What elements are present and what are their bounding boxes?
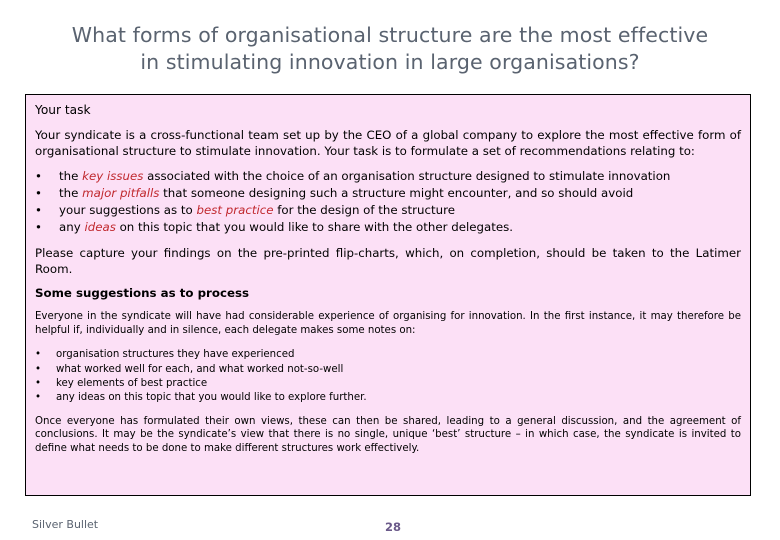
task-bullet-item: • your suggestions as to best practice for the design of the structure bbox=[35, 203, 455, 217]
task-intro: Your syndicate is a cross-functional team set up by the CEO of a global company to explore the most effective form of organisational structure to stimulate innovation. Your task is to formulate a set of recommendations relating to: bbox=[35, 128, 741, 158]
highlight-major-pitfalls: major pitfalls bbox=[82, 186, 160, 200]
bullet-icon: • bbox=[35, 186, 42, 200]
process-closing: Once everyone has formulated their own views, these can then be shared, leading to a general discussion, and the agreement of conclusions. It may be the syndicate’s view that there is no single, unique ‘best’ structure – in which case, the syndicate is invited to define what needs to be done to make different structures work effectively. bbox=[35, 415, 741, 454]
process-bullet-item: • organisation structures they have experienced bbox=[35, 348, 741, 362]
bullet-icon: • bbox=[35, 378, 42, 389]
task-bullet-item: • the key issues associated with the choice of an organisation structure designed to stimulate innovation bbox=[35, 169, 671, 183]
task-capture-instruction: Please capture your findings on the pre-printed flip-charts, which, on completion, should be taken to the Latimer Room. bbox=[35, 246, 741, 276]
bullet-icon: • bbox=[35, 349, 42, 361]
highlight-best-practice: best practice bbox=[196, 203, 274, 217]
process-bullet-item: • key elements of best practice bbox=[35, 377, 741, 391]
highlight-key-issues: key issues bbox=[82, 169, 144, 183]
slide-title-line-2: in stimulating innovation in large organisations? bbox=[140, 50, 640, 74]
process-bullet-item: • what worked well for each, and what worked not-so-well bbox=[35, 363, 741, 377]
task-bullet-item: • the major pitfalls that someone designing such a structure might encounter, and so should avoid bbox=[35, 186, 634, 200]
content-box bbox=[25, 94, 751, 496]
footer-brand: Silver Bullet bbox=[32, 518, 99, 531]
task-bullet-item: • any ideas on this topic that you would like to share with the other delegates. bbox=[35, 220, 514, 234]
process-bullet-list bbox=[35, 348, 741, 406]
bullet-icon: • bbox=[35, 169, 42, 183]
bullet-icon: • bbox=[35, 363, 42, 375]
process-intro: Everyone in the syndicate will have had considerable experience of organising for innovation. In the first instance, it may therefore be helpful if, individually and in silence, each delegate makes some notes on: bbox=[35, 311, 741, 336]
task-heading: Your task bbox=[35, 103, 91, 117]
bullet-icon: • bbox=[35, 220, 42, 234]
highlight-ideas: ideas bbox=[84, 220, 116, 234]
bullet-icon: • bbox=[35, 392, 42, 404]
slide-title-line-1: What forms of organisational structure are the most effective bbox=[71, 23, 709, 47]
page-number: 28 bbox=[385, 520, 402, 534]
bullet-icon: • bbox=[35, 203, 42, 217]
task-bullet-list bbox=[35, 168, 741, 236]
slide-title bbox=[20, 22, 760, 76]
process-heading: Some suggestions as to process bbox=[35, 286, 249, 300]
process-bullet-item: • any ideas on this topic that you would like to explore further. bbox=[35, 391, 741, 405]
